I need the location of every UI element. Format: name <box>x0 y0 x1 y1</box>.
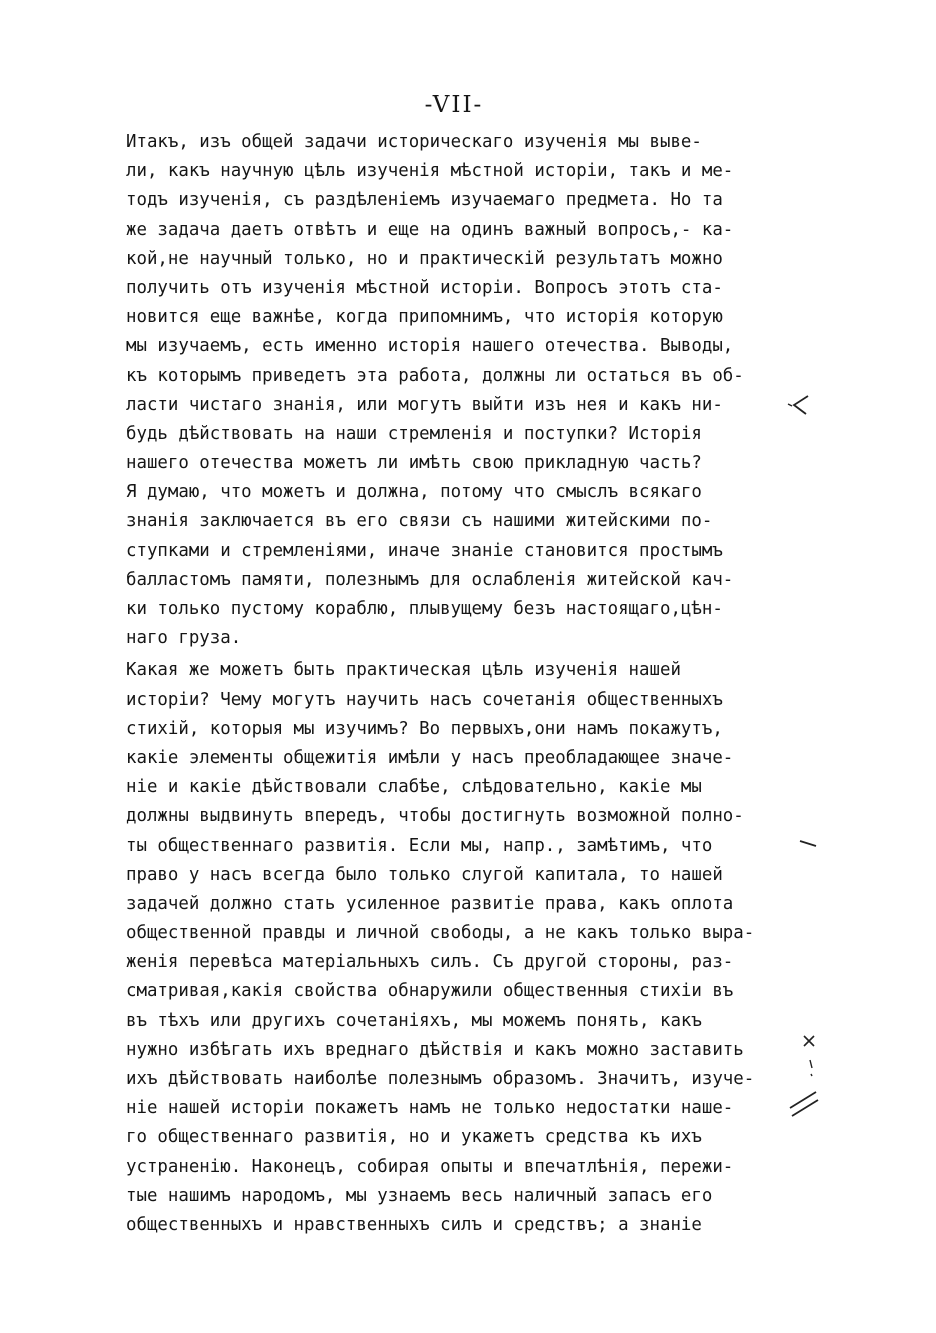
paragraph <box>126 656 816 1240</box>
text-line: ли, какъ научную цѣль изученія мѣстной исторіи, такъ и ме- <box>126 161 734 182</box>
text-line: какіе элементы общежитія имѣли у насъ преобладающее значе- <box>126 747 734 768</box>
text-line: въ тѣхъ или другихъ сочетаніяхъ, мы можемъ понять, какъ <box>126 1010 702 1031</box>
text-line: мы изучаемъ, есть именно исторія нашего отечества. Выводы, <box>126 336 734 357</box>
text-line: ніе и какіе дѣйствовали слабѣе, слѣдовательно, какіе мы <box>126 777 702 798</box>
text-line: Я думаю, что можетъ и должна, потому что смыслъ всякаго <box>126 482 702 503</box>
text-line: стихій, которыя мы изучимъ? Во первыхъ,они намъ покажутъ, <box>126 718 723 739</box>
text-line: задачей должно стать усиленное развитіе права, какъ оплота <box>126 893 734 914</box>
text-line: къ которымъ приведетъ эта работа, должны ли остаться въ об- <box>126 365 744 386</box>
text-line: будь дѣйствовать на наши стремленія и поступки? Исторія <box>126 423 702 444</box>
page-number: -VII- <box>424 92 484 118</box>
text-line: тодъ изученія, съ раздѣленіемъ изучаемаго предмета. Но та <box>126 190 723 211</box>
text-line: общественныхъ и нравственныхъ силъ и средствъ; а знаніе <box>126 1214 702 1235</box>
text-line: право у насъ всегда было только слугой капитала, то нашей <box>126 864 723 885</box>
text-line: ласти чистаго знанія, или могутъ выйти изъ нея и какъ ни- <box>126 394 723 415</box>
text-line: нашего отечества можетъ ли имѣть свою прикладную часть? <box>126 453 702 474</box>
text-line: наго груза. <box>126 628 242 649</box>
text-line: ихъ дѣйствовать наиболѣе полезнымъ образомъ. Значитъ, изуче- <box>126 1069 755 1089</box>
text-line: Итакъ, изъ общей задачи историческаго изученія мы выве- <box>126 132 702 152</box>
text-line: ты общественнаго развитія. Если мы, напр., замѣтимъ, что <box>126 835 713 856</box>
margin-caret-mark <box>800 1030 822 1084</box>
text-line: кой,не научный только, но и практическій результатъ можно <box>126 248 723 269</box>
text-line: новится еще важнѣе, когда припомнимъ, что исторія которую <box>126 307 723 328</box>
text-line: нужно избѣгать ихъ вреднаго дѣйствія и какъ можно заставить <box>126 1039 744 1060</box>
text-line: сматривая,какія свойства обнаружили общественныя стихіи въ <box>126 981 734 1002</box>
body-text <box>126 128 816 1243</box>
text-line: го общественнаго развитія, но и укажетъ средства къ ихъ <box>126 1127 702 1148</box>
text-line: же задача даетъ отвѣтъ и еще на одинъ важный вопросъ,- ка- <box>126 219 734 240</box>
paragraph <box>126 128 816 653</box>
text-line: балластомъ памяти, полезнымъ для ослабленія житейской кач- <box>126 569 734 590</box>
text-line: общественной правды и личной свободы, а не какъ только выра- <box>126 923 755 944</box>
text-line: ки только пустому кораблю, плывущему безъ настоящаго,цѣн- <box>126 599 723 619</box>
text-line: исторіи? Чему могутъ научить насъ сочетанія общественныхъ <box>126 689 723 710</box>
margin-dash-mark <box>798 838 820 850</box>
text-line: устраненію. Наконецъ, собирая опыты и впечатлѣнія, пережи- <box>126 1156 734 1177</box>
text-line: должны выдвинуть впередъ, чтобы достигнуть возможной полно- <box>126 806 744 827</box>
text-line: ступками и стремленіями, иначе знаніе становится простымъ <box>126 540 723 561</box>
text-line: Какая же можетъ быть практическая цѣль изученія нашей <box>126 660 681 681</box>
text-line: тые нашимъ народомъ, мы узнаемъ весь наличный запасъ его <box>126 1185 713 1206</box>
text-line: получить отъ изученія мѣстной исторіи. Вопросъ этотъ ста- <box>126 277 723 298</box>
margin-double-slash-mark <box>786 1084 822 1120</box>
text-line: знанія заключается въ его связи съ нашими житейскими по- <box>126 511 713 532</box>
margin-correction-mark <box>786 392 816 418</box>
text-line: ніе нашей исторіи покажетъ намъ не только недостатки наше- <box>126 1098 734 1119</box>
text-line: женія перевѣса матеріальныхъ силъ. Съ другой стороны, раз- <box>126 952 734 973</box>
